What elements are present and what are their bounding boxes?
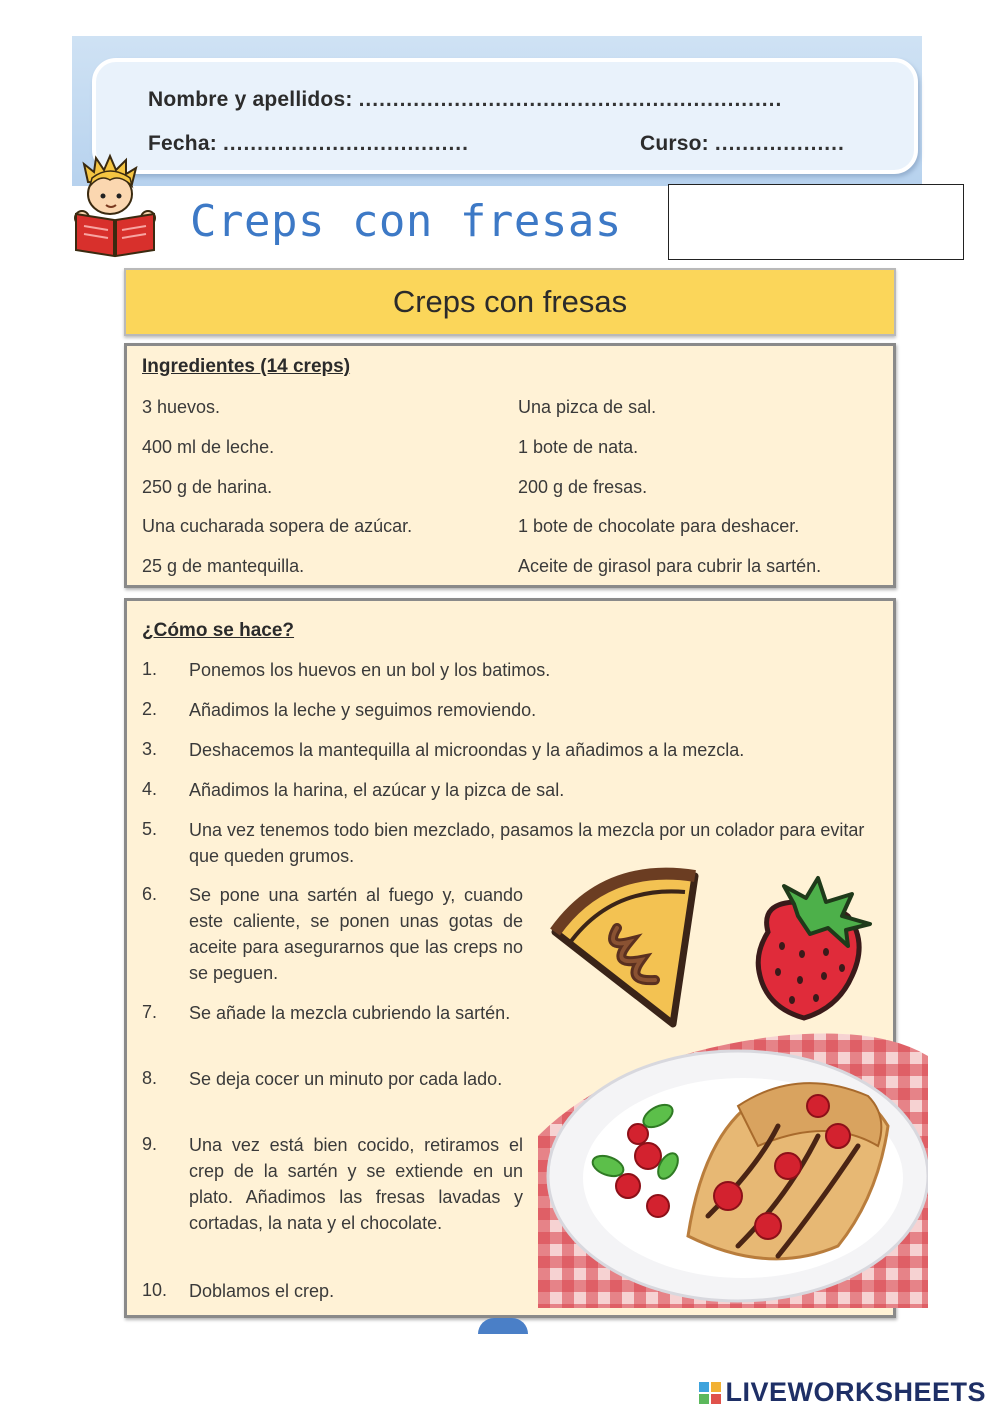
course-field (640, 132, 845, 156)
ingredient-item: 1 bote de chocolate para deshacer. (518, 516, 800, 536)
crepe-slice-icon (545, 862, 703, 1032)
step-text: Se añade la mezcla cubriendo la sartén. (189, 1003, 511, 1023)
step-number: 6. (142, 884, 158, 904)
name-field (148, 88, 782, 112)
step-text: Doblamos el crep. (189, 1281, 335, 1301)
course-dots: ................... (714, 132, 845, 155)
step-text: Una vez está bien cocido, retiramos el crep de la sartén y se extiende en un plato. Añadimos las fresas lavadas y cortadas, la nata y el chocolate. (189, 1135, 523, 1233)
liveworksheets-logo-icon (699, 1382, 721, 1404)
step-text: Se pone una sartén al fuego y, cuando este caliente, se ponen unas gotas de aceite para asegurarnos que las creps no se peguen. (189, 885, 523, 983)
step-text: Una vez tenemos todo bien mezclado, pasamos la mezcla por un colador para evitar que queden grumos. (189, 820, 865, 866)
step-number: 10. (142, 1280, 168, 1300)
steps-heading: ¿Cómo se hace? (142, 620, 295, 641)
step-number: 7. (142, 1002, 158, 1022)
name-label: Nombre y apellidos: (148, 88, 353, 111)
ingredient-item: 25 g de mantequilla. (142, 556, 305, 576)
step-number: 4. (142, 779, 158, 799)
ingredient-item: 400 ml de leche. (142, 437, 275, 457)
name-dots: .............................................................. (358, 88, 783, 111)
crepes-with-strawberries-photo (538, 1016, 928, 1308)
ingredient-item: 250 g de harina. (142, 477, 273, 497)
child-reading-book-icon (70, 152, 160, 258)
step-text: Deshacemos la mantequilla al microondas y la añadimos a la mezcla. (189, 740, 745, 760)
answer-box[interactable] (668, 184, 964, 260)
ingredient-item: Una pizca de sal. (518, 397, 657, 417)
step-number: 8. (142, 1068, 158, 1088)
page-tab-decoration (478, 1318, 528, 1334)
date-field (148, 132, 469, 156)
step-number: 5. (142, 819, 158, 839)
ingredients-heading: Ingredientes (14 creps) (142, 356, 351, 377)
course-label: Curso: (640, 132, 709, 155)
date-dots: .................................... (222, 132, 469, 155)
worksheet-title: Creps con fresas (190, 196, 622, 247)
step-number: 2. (142, 699, 158, 719)
logo-text: LIVEWORKSHEETS (725, 1377, 986, 1407)
step-text: Se deja cocer un minuto por cada lado. (189, 1069, 503, 1089)
ingredient-item: 1 bote de nata. (518, 437, 639, 457)
step-text: Añadimos la harina, el azúcar y la pizca de sal. (189, 780, 565, 800)
step-text: Añadimos la leche y seguimos removiendo. (189, 700, 537, 720)
strawberry-icon (748, 872, 898, 1022)
ingredients-panel (124, 343, 896, 588)
step-number: 1. (142, 659, 158, 679)
ingredient-item: 3 huevos. (142, 397, 221, 417)
step-text: Ponemos los huevos en un bol y los batimos. (189, 660, 551, 680)
step-number: 9. (142, 1134, 158, 1154)
student-info-card (92, 58, 918, 174)
ingredient-item: Aceite de girasol para cubrir la sartén. (518, 556, 822, 576)
recipe-title: Creps con fresas (124, 268, 896, 336)
ingredient-item: 200 g de fresas. (518, 477, 648, 497)
ingredient-item: Una cucharada sopera de azúcar. (142, 516, 413, 536)
date-label: Fecha: (148, 132, 217, 155)
step-number: 3. (142, 739, 158, 759)
liveworksheets-logo (699, 1377, 986, 1408)
